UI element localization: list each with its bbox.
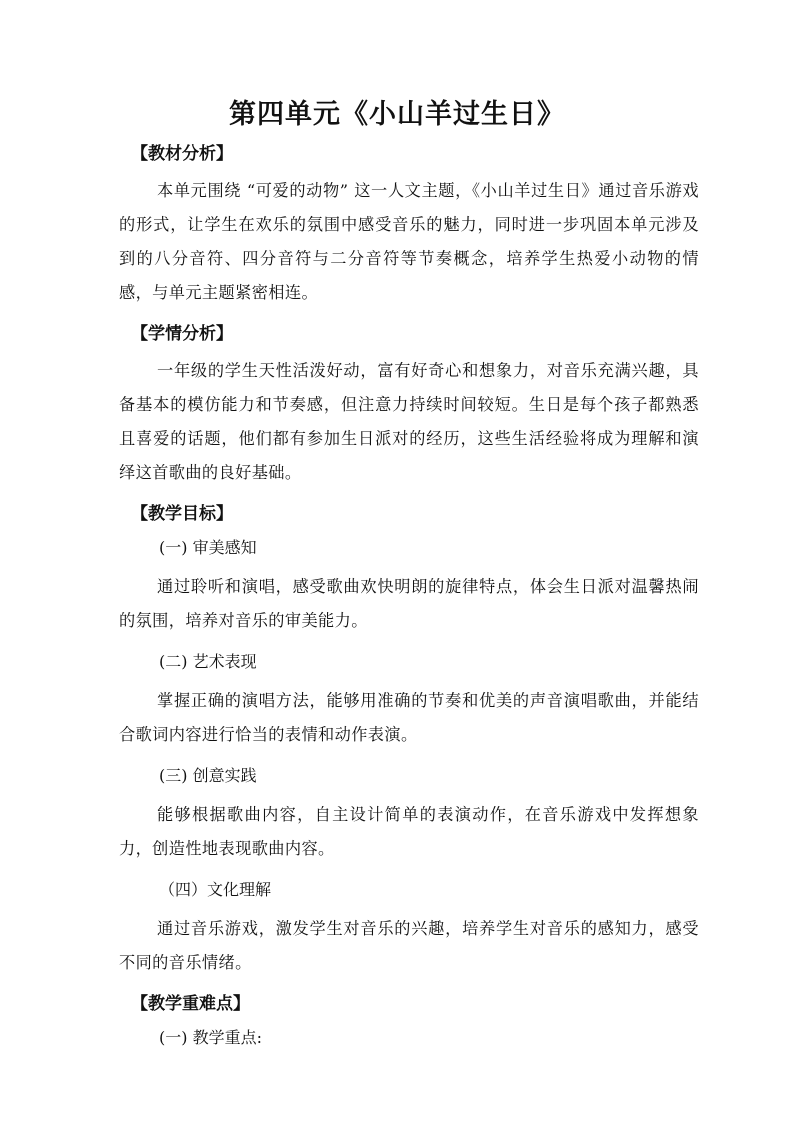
document-title: 第四单元《小山羊过生日》 xyxy=(229,99,565,130)
key-points-subheading: (一) 教学重点: xyxy=(159,1028,262,1047)
document-content xyxy=(119,140,699,1060)
goal-label-artistic: (二) 艺术表现 xyxy=(159,652,257,671)
paragraph-textbook-analysis: 本单元围绕 “可爱的动物” 这一人文主题，《小山羊过生日》通过音乐游戏的形式，让学生在欢乐的氛围中感受音乐的魅力，同时进一步巩固本单元涉及到的八分音符、四分音符与二分音符等节奏概念，培养学生热爱小动物的情感，与单元主题紧密相连。 xyxy=(119,181,699,302)
goal-body-cultural: 通过音乐游戏，激发学生对音乐的兴趣，培养学生对音乐的感知力，感受不同的音乐情绪。 xyxy=(119,919,699,972)
goal-body-aesthetic: 通过聆听和演唱，感受歌曲欢快明朗的旋律特点，体会生日派对温馨热闹的氛围，培养对音乐的审美能力。 xyxy=(119,577,699,630)
heading-teaching-goals: 【教学目标】 xyxy=(131,504,233,524)
heading-learner-analysis: 【学情分析】 xyxy=(131,324,233,344)
goal-body-artistic: 掌握正确的演唱方法，能够用准确的节奏和优美的声音演唱歌曲，并能结合歌词内容进行恰当的表情和动作表演。 xyxy=(119,691,699,744)
goal-label-aesthetic: (一) 审美感知 xyxy=(159,538,257,557)
goal-label-creative: (三) 创意实践 xyxy=(159,766,257,785)
heading-textbook-analysis: 【教材分析】 xyxy=(131,144,233,164)
heading-key-points: 【教学重难点】 xyxy=(131,994,250,1014)
paragraph-learner-analysis: 一年级的学生天性活泼好动，富有好奇心和想象力，对音乐充满兴趣，具备基本的模仿能力和节奏感，但注意力持续时间较短。生日是每个孩子都熟悉且喜爱的话题，他们都有参加生日派对的经历，这些生活经验将成为理解和演绎这首歌曲的良好基础。 xyxy=(119,361,699,482)
goal-label-cultural: （四）文化理解 xyxy=(159,880,272,899)
goal-body-creative: 能够根据歌曲内容，自主设计简单的表演动作，在音乐游戏中发挥想象力，创造性地表现歌曲内容。 xyxy=(119,805,699,858)
